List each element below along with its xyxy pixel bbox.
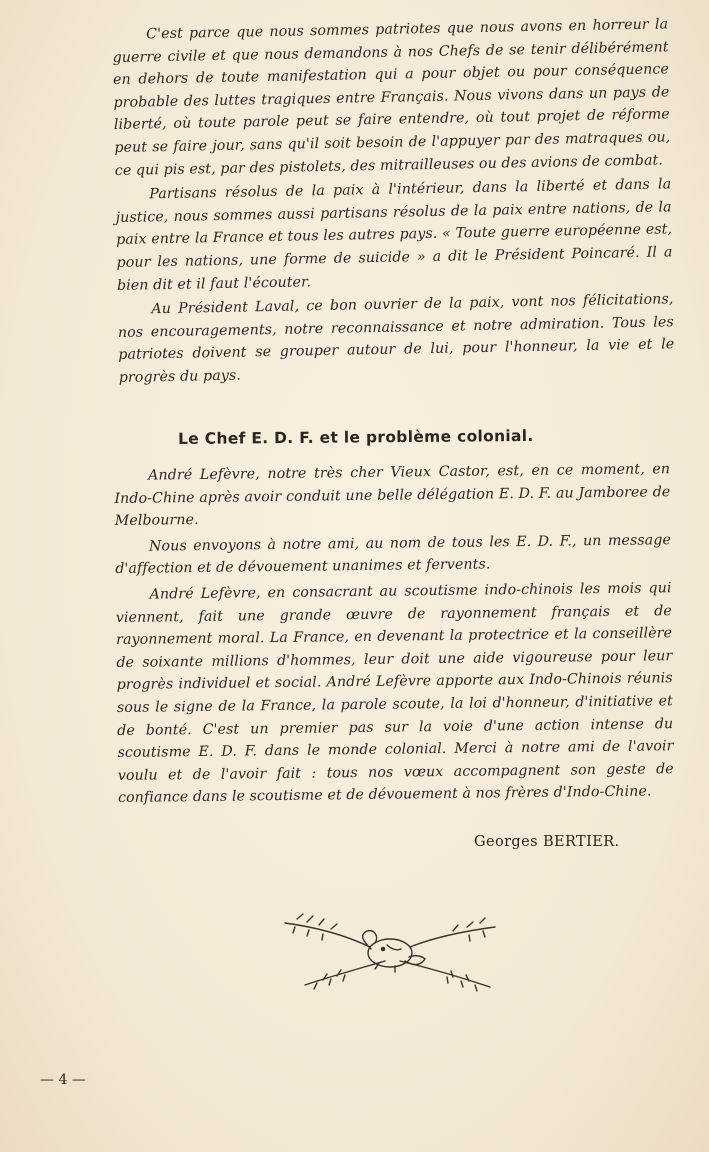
- beaver-ornament-icon: [275, 905, 505, 1000]
- paragraph: André Lefèvre, en consacrant au scoutisme indo-chinois les mois qui viennent, fait une grande œuvre de rayonnement français et de rayonnement moral. La France, en devenant la protectrice et la conseillère de soixante millions d'hommes, leur doit une aide vigoureuse pour leur progrès individuel et social. André Lefèvre apporte aux Indo-Chinois réunis sous le signe de la France, la parole scoute, la loi d'honneur, d'initiative et de bonté. C'est un premier pas sur la voie d'une action intense du scoutisme E. D. F. dans le monde colonial. Merci à notre ami de l'avoir voulu et de l'avoir fait : tous nos vœux accompagnent son geste de confiance dans le scoutisme et de dévouement à nos frères d'Indo-Chine.: [115, 580, 674, 807]
- paragraph: Nous envoyons à notre ami, au nom de tous les E. D. F., un message d'affection et de dévouement unanimes et fervents.: [115, 531, 672, 578]
- page-number: — 4 —: [40, 1072, 86, 1088]
- section-heading: Le Chef E. D. F. et le problème colonial.: [178, 426, 534, 448]
- paragraph: C'est parce que nous sommes patriotes que nous avons en horreur la guerre civile et que nous demandons à nos Chefs de se tenir délibérément en dehors de toute manifestation qui a pour objet ou pour conséquence probable des luttes tragiques entre Français. Nous vivons dans un pays de liberté, où toute parole peut se faire entendre, où tout projet de réforme peut se faire jour, sans qu'il soit besoin de l'appuyer par des matraques ou, ce qui pis est, par des pistolets, des mitrailleuses ou des avions de combat.: [112, 16, 671, 179]
- article-body-bottom: [114, 458, 674, 813]
- paragraph: Partisans résolus de la paix à l'intérieur, dans la liberté et dans la justice, nous sommes aussi partisans résolus de la paix entre nations, de la paix entre la France et tous les autres pays. « Toute guerre européenne est, pour les nations, une forme de suicide » a dit le Président Poincaré. Il a bien dit et il faut l'écouter.: [115, 176, 673, 294]
- article-body-top: [112, 13, 675, 391]
- paragraph: André Lefèvre, notre très cher Vieux Castor, est, en ce moment, en Indo-Chine après avoir conduit une belle délégation E. D. F. au Jamboree de Melbourne.: [114, 461, 671, 530]
- author-signature: Georges BERTIER.: [474, 834, 620, 850]
- paragraph: Au Président Laval, ce bon ouvrier de la paix, vont nos félicitations, nos encouragements, notre reconnaissance et notre admiration. Tous les patriotes doivent se grouper autour de lui, pour l'honneur, la vie et le progrès du pays.: [117, 291, 675, 386]
